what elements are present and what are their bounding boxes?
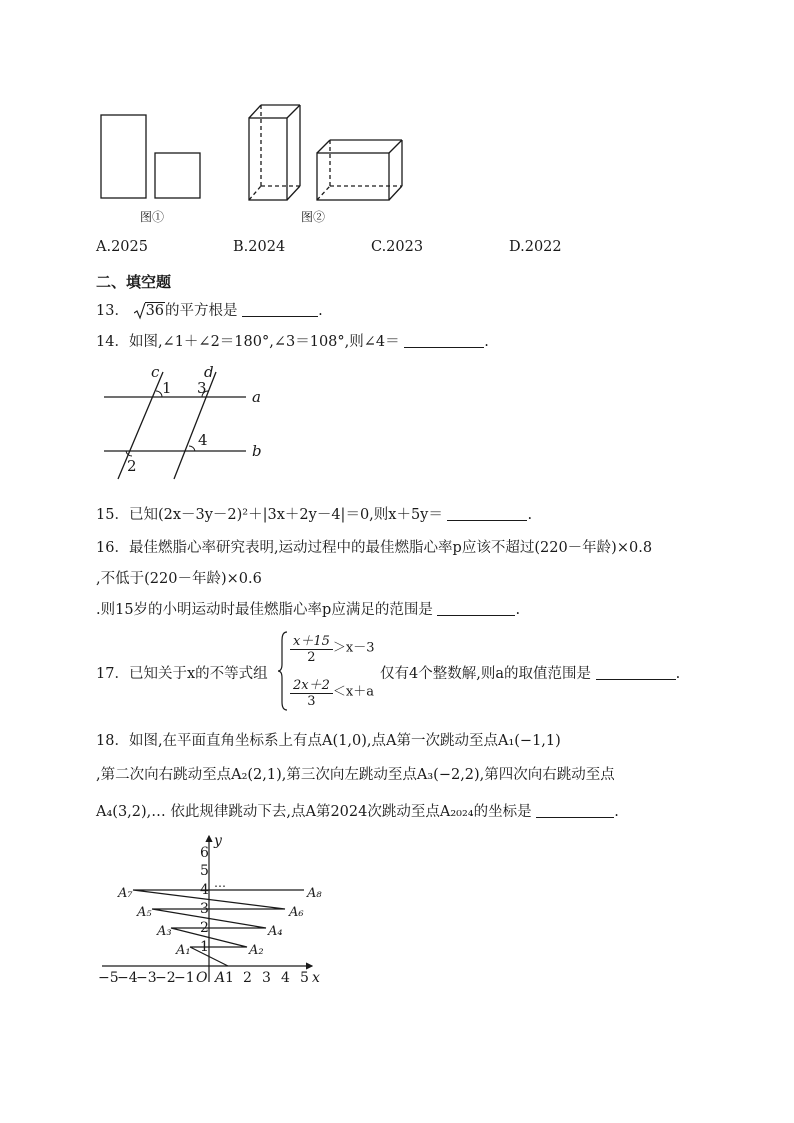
x-tick-label: 2 [243,970,252,986]
question-end: . [515,602,521,618]
option-a: A.2025 [96,239,148,255]
option-b: B.2024 [233,239,286,255]
sqrt-sign-icon [134,302,146,320]
x-tick-label: 5 [300,970,309,986]
question-17-tail [380,662,680,683]
question-number: 14． [96,334,129,350]
question-number: 15． [96,507,129,523]
label-c: c [151,363,160,381]
label-d: d [204,363,214,381]
answer-blank[interactable] [404,333,484,348]
fraction-1-denominator: 2 [307,650,316,665]
question-text: 仅有4个整数解,则a的取值范围是 [380,666,591,682]
point-a7-label: A₇ [118,886,133,901]
inequality-2 [290,674,374,709]
question-16-line-2: ,不低于(220－年龄)×0.6 [96,571,262,587]
question-13: 13． 36的平方根是 . [96,303,323,319]
tall-rectangle [101,115,146,198]
x-tick-label: −2 [155,970,176,986]
point-a5-label: A₅ [137,905,152,920]
question-14 [96,330,489,351]
label-a: a [252,388,261,406]
x-tick-label: 4 [281,970,290,986]
question-17-intro [96,662,268,683]
y-axis-label: y [214,833,222,849]
left-brace-icon [277,630,289,712]
angle-2: 2 [127,457,137,475]
x-tick-label: −3 [136,970,157,986]
question-end: . [527,507,533,523]
point-a8-label: A₈ [307,886,322,901]
question-text: .则15岁的小明运动时最佳燃脂心率p应满足的范围是 [96,602,433,618]
angle-1: 1 [162,379,172,397]
question-text: 的平方根是 [165,303,238,319]
point-a1-label: A₁ [176,943,191,958]
question-16-line-1 [96,536,652,557]
question-16-line-3 [96,598,520,619]
point-a3-label: A₃ [157,924,172,939]
inequality-2-rest: ＜x＋a [332,684,374,700]
line-c [118,372,163,479]
answer-blank[interactable] [447,506,527,521]
question-18-line-2: ,第二次向右跳动至点A₂(2,1),第三次向左跳动至点A₃(−2,2),第四次向右跳动至点 [96,767,615,783]
figure-caption-1: 图① [140,210,165,224]
question-end: . [675,666,681,682]
question-text: A₄(3,2),… 依此规律跳动下去,点A第2024次跳动至点A₂₀₂₄的坐标是 [96,804,532,820]
question-text: 最佳燃脂心率研究表明,运动过程中的最佳燃脂心率p应该不超过(220－年龄)×0.8 [128,540,653,556]
answer-blank[interactable] [437,601,515,616]
origin-label: O [196,970,208,986]
question-end: . [484,334,489,350]
x-tick-label: 1 [225,970,234,986]
angle-3: 3 [197,379,207,397]
point-a-label: A [215,970,226,986]
ellipsis-label: … [214,876,226,890]
y-tick-label: 3 [200,901,209,917]
x-axis-label: x [312,970,320,986]
fraction-2-denominator: 3 [307,694,316,709]
y-tick-label: 4 [200,882,209,898]
answer-blank[interactable] [242,302,318,317]
y-tick-label: 6 [200,845,209,861]
x-tick-label: −5 [98,970,119,986]
point-a4-label: A₄ [268,924,283,939]
question-15 [96,503,532,524]
question-text: 已知(2x－3y－2)²＋|3x＋2y－4|＝0,则x＋5y＝ [128,507,443,523]
x-tick-label: −1 [174,970,195,986]
answer-blank[interactable] [596,665,676,680]
option-c: C.2023 [371,239,424,255]
question-number: 16． [96,540,129,556]
question-18-line-1 [96,729,561,750]
label-b: b [252,442,262,460]
option-d: D.2022 [509,239,562,255]
inequality-1-rest: ＞x－3 [332,640,375,656]
y-tick-label: 5 [200,863,209,879]
wide-prism [317,140,402,200]
question-number: 13． [96,303,129,319]
y-tick-label: 1 [200,939,209,955]
fraction-2-numerator: 2x＋2 [290,674,333,694]
figure-coordinate-plane [96,830,336,990]
short-rectangle [155,153,200,198]
sqrt-expression [134,303,165,319]
question-text: 如图,∠1＋∠2＝180°,∠3＝108°,则∠4＝ [128,334,400,350]
question-end: . [614,804,619,820]
question-text: 如图,在平面直角坐标系上有点A(1,0),点A第一次跳动至点A₁(−1,1) [128,733,561,749]
section-heading: 二、填空题 [96,273,172,291]
fraction-1 [290,630,333,665]
tall-prism [249,105,300,200]
question-18-line-3 [96,800,619,821]
y-tick-label: 2 [200,920,209,936]
line-d [174,372,216,479]
x-tick-label: 3 [262,970,271,986]
x-tick-label: −4 [117,970,138,986]
figure-caption-2: 图② [301,210,326,224]
fraction-1-numerator: x＋15 [290,630,333,650]
angle-4: 4 [198,431,208,449]
question-number: 17． [96,666,129,682]
point-a2-label: A₂ [249,943,264,958]
inequality-1 [290,630,374,665]
figure-parallel-lines [96,360,276,480]
answer-blank[interactable] [536,803,614,818]
fraction-2 [290,674,333,709]
point-a6-label: A₆ [289,905,304,920]
question-number: 18． [96,733,129,749]
radicand: 36 [145,303,165,319]
question-text: 已知关于x的不等式组 [128,666,268,682]
